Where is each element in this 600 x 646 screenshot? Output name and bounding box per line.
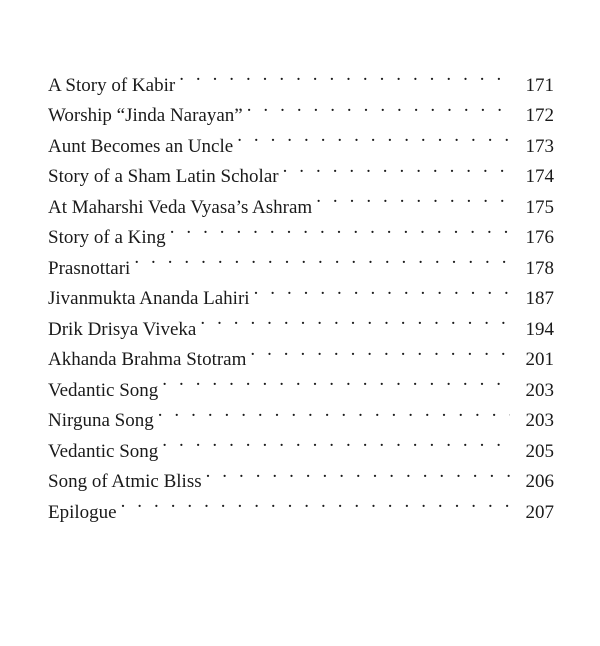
toc-entry-title: Drik Drisya Viveka — [48, 318, 197, 340]
dot-leader — [250, 335, 510, 366]
toc-entry-title: At Maharshi Veda Vyasa’s Ashram — [48, 196, 313, 218]
toc-entry-page: 205 — [525, 440, 554, 462]
toc-entry-title: Aunt Becomes an Uncle — [48, 135, 234, 157]
toc-entry-page: 206 — [525, 471, 554, 492]
toc-entry-page: 187 — [525, 288, 554, 309]
dot-leader — [134, 243, 510, 274]
toc-entry-page: 175 — [525, 196, 554, 218]
toc-entry-title: Epilogue — [48, 501, 117, 523]
toc-entry-title: Vedantic Song — [48, 379, 159, 401]
toc-entry-page: 203 — [525, 379, 554, 401]
toc-entry-page: 178 — [525, 257, 554, 279]
toc-entry[interactable] — [48, 60, 554, 96]
toc-entry-title: Akhanda Brahma Stotram — [48, 349, 247, 370]
dot-leader — [162, 426, 510, 457]
dot-leader — [283, 152, 510, 183]
toc-entry-title: Nirguna Song — [48, 410, 154, 431]
toc-entry-title: Prasnottari — [48, 257, 131, 279]
toc-entry-title: Story of a Sham Latin Scholar — [48, 166, 279, 187]
toc-entry-title: A Story of Kabir — [48, 74, 176, 96]
toc-entry-title: Jivanmukta Ananda Lahiri — [48, 288, 250, 309]
dot-leader — [254, 274, 510, 305]
dot-leader — [237, 121, 510, 152]
dot-leader — [206, 457, 510, 488]
toc-entry-page: 171 — [525, 74, 554, 96]
toc-entry-title: Song of Atmic Bliss — [48, 471, 202, 492]
toc-entry-page: 176 — [525, 227, 554, 248]
dot-leader — [170, 213, 510, 244]
toc-entry-page: 174 — [525, 166, 554, 187]
dot-leader — [121, 487, 510, 518]
dot-leader — [158, 396, 510, 427]
dot-leader — [316, 182, 510, 213]
toc-entry-title: Vedantic Song — [48, 440, 159, 462]
toc-entry-page: 203 — [525, 410, 554, 431]
toc-entry-page: 172 — [525, 105, 554, 126]
table-of-contents — [48, 60, 554, 523]
dot-leader — [200, 304, 510, 335]
toc-entry-title: Story of a King — [48, 227, 166, 248]
toc-entry-page: 201 — [525, 349, 554, 370]
dot-leader — [247, 91, 510, 122]
toc-entry-page: 173 — [525, 135, 554, 157]
dot-leader — [179, 60, 510, 91]
toc-entry-title: Worship “Jinda Narayan” — [48, 105, 243, 126]
dot-leader — [162, 365, 510, 396]
toc-entry-page: 207 — [525, 501, 554, 523]
toc-entry[interactable] — [48, 487, 554, 523]
toc-entry-page: 194 — [525, 318, 554, 340]
